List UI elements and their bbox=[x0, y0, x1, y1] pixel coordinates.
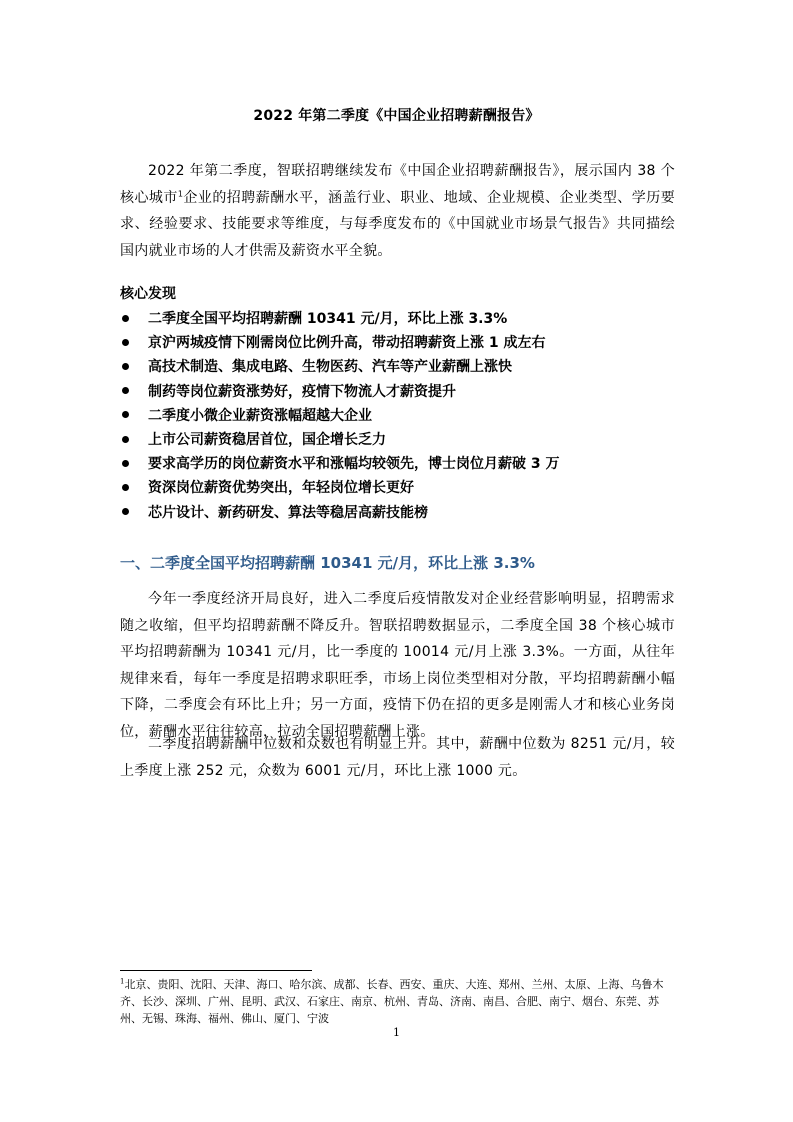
finding-item bbox=[120, 379, 680, 403]
core-findings-list bbox=[120, 306, 680, 524]
section-1-heading: 一、二季度全国平均招聘薪酬 10341 元/月，环比上涨 3.3% bbox=[120, 554, 535, 572]
bullet-icon bbox=[122, 508, 129, 515]
finding-item bbox=[120, 451, 680, 475]
intro-paragraph bbox=[120, 158, 675, 264]
footnote-divider bbox=[120, 970, 312, 971]
bullet-icon bbox=[122, 460, 129, 467]
finding-text: 要求高学历的岗位薪资水平和涨幅均较领先，博士岗位月薪破 3 万 bbox=[148, 456, 560, 473]
finding-text: 高技术制造、集成电路、生物医药、汽车等产业薪酬上涨快 bbox=[148, 359, 512, 376]
footnote-text: 北京、贵阳、沈阳、天津、海口、哈尔滨、成都、长春、西安、重庆、大连、郑州、兰州、太原、上海、乌鲁木齐、长沙、深圳、广州、昆明、武汉、石家庄、南京、杭州、青岛、济南、南昌、合肥、南宁、烟台、东莞、苏州、无锡、珠海、福州、佛山、厦门、宁波 bbox=[120, 978, 664, 1025]
finding-text: 京沪两城疫情下刚需岗位比例升高，带动招聘薪资上涨 1 成左右 bbox=[148, 335, 546, 352]
intro-text: 2022 年第二季度，智联招聘继续发布《中国企业招聘薪酬报告》，展示国内 38 个核心城市 bbox=[120, 163, 675, 206]
document-title: 2022 年第二季度《中国企业招聘薪酬报告》 bbox=[253, 108, 540, 124]
footnote-ref[interactable]: 1 bbox=[177, 188, 184, 198]
finding-text: 资深岗位薪资优势突出，年轻岗位增长更好 bbox=[148, 480, 414, 497]
bullet-icon bbox=[122, 315, 129, 322]
page-number: 1 bbox=[393, 1026, 400, 1039]
footnote bbox=[120, 976, 672, 1027]
finding-item bbox=[120, 403, 680, 427]
finding-text: 二季度全国平均招聘薪酬 10341 元/月，环比上涨 3.3% bbox=[148, 311, 508, 328]
bullet-icon bbox=[122, 411, 129, 418]
bullet-icon bbox=[122, 339, 129, 346]
bullet-icon bbox=[122, 363, 129, 370]
section-1-paragraph-2: 二季度招聘薪酬中位数和众数也有明显上升。其中，薪酬中位数为 8251 元/月，较上季度上涨 252 元，众数为 6001 元/月，环比上涨 1000 元。 bbox=[120, 736, 675, 779]
bullet-icon bbox=[122, 484, 129, 491]
core-findings-heading: 核心发现 bbox=[120, 286, 176, 302]
intro-text-continued: 企业的招聘薪酬水平，涵盖行业、职业、地域、企业规模、企业类型、学历要求、经验要求、技能要求等维度，与每季度发布的《中国就业市场景气报告》共同描绘国内就业市场的人才供需及薪资水平全貌。 bbox=[120, 189, 675, 259]
section-1-paragraph-1: 今年一季度经济开局良好，进入二季度后疫情散发对企业经营影响明显，招聘需求随之收缩，但平均招聘薪酬不降反升。智联招聘数据显示，二季度全国 38 个核心城市平均招聘薪酬为 10341 元/月，比一季度的 10014 元/月上涨 3.3%。一方面，从往年规律来看，每年一季度是招聘求职旺季，市场上岗位类型相对分散，平均招聘薪酬小幅下降，二季度会有环比上升；另一方面，疫情下仍在招的更多是刚需人才和核心业务岗位，薪酬水平往往较高，拉动全国招聘薪酬上涨。 bbox=[120, 591, 675, 740]
finding-item bbox=[120, 427, 680, 451]
finding-item bbox=[120, 475, 680, 499]
finding-text: 芯片设计、新药研发、算法等稳居高薪技能榜 bbox=[148, 504, 428, 521]
finding-item bbox=[120, 354, 680, 378]
finding-item bbox=[120, 306, 680, 330]
finding-item bbox=[120, 330, 680, 354]
finding-text: 二季度小微企业薪资涨幅超越大企业 bbox=[148, 407, 372, 424]
finding-text: 上市公司薪资稳居首位，国企增长乏力 bbox=[148, 432, 386, 449]
bullet-icon bbox=[122, 436, 129, 443]
finding-item bbox=[120, 500, 680, 524]
footnote-marker: 1 bbox=[120, 977, 125, 986]
bullet-icon bbox=[122, 387, 129, 394]
finding-text: 制药等岗位薪资涨势好，疫情下物流人才薪资提升 bbox=[148, 383, 456, 400]
